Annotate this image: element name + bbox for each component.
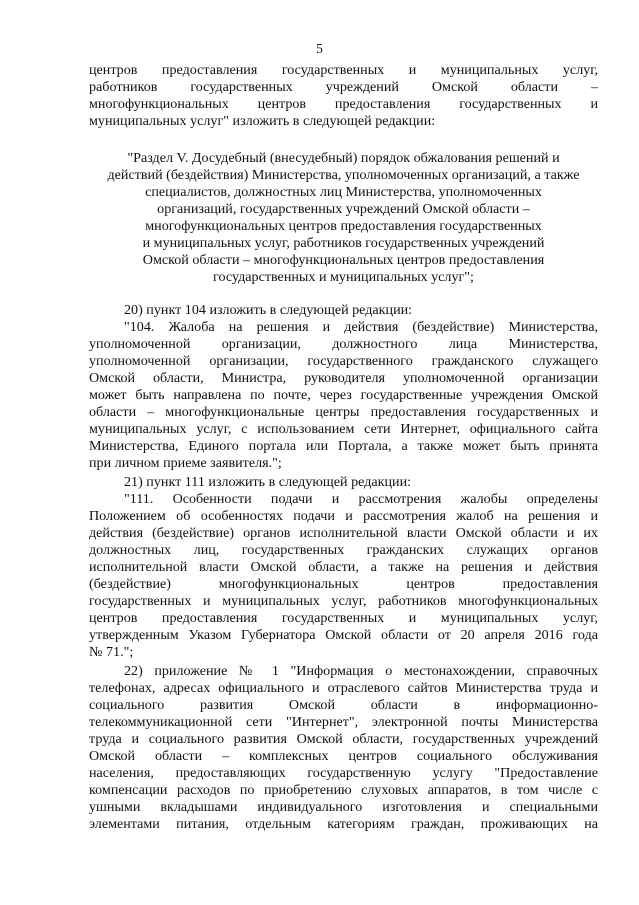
text-line: центров предоставления государственных и муниципальных услуг, <box>89 610 598 626</box>
text-line: ушными вкладышами индивидуального изготовления и специальными <box>89 799 598 815</box>
text-line: Омской области, Министра, руководителя уполномоченной организации <box>89 370 598 386</box>
text-line: многофункциональных центров предоставления государственных <box>145 218 542 234</box>
text-line: должностных лиц, государственных гражданских служащих органов <box>89 542 598 558</box>
text-line: организаций, государственных учреждений Омской области – <box>157 201 530 217</box>
text-line: Министерства, Единого портала или Портала, а также может быть принята <box>89 438 598 454</box>
text-line: 20) пункт 104 изложить в следующей редакции: <box>124 302 413 318</box>
text-line: "104. Жалоба на решения и действия (бездействие) Министерства, <box>124 319 598 335</box>
text-line: муниципальных услуг" изложить в следующей редакции: <box>89 113 436 129</box>
text-line: компенсации расходов по приобретению слуховых аппаратов, в том числе с <box>89 782 598 798</box>
text-line: населения, предоставляющих государственную услугу "Предоставление <box>89 765 598 781</box>
text-line: телекоммуникационной сети "Интернет", электронной почты Министерства <box>89 714 598 730</box>
text-line: многофункциональных центров предоставления государственных и <box>89 96 598 112</box>
text-line: области – многофункциональные центры предоставления государственных и <box>89 404 598 420</box>
text-line: специалистов, должностных лиц Министерства, уполномоченных <box>145 184 542 200</box>
text-line: Положением об особенностях подачи и рассмотрения жалоб на решения и <box>89 508 598 524</box>
text-line: элементами питания, отдельным категориям граждан, проживающих на <box>89 816 598 832</box>
text-line: "Раздел V. Досудебный (внесудебный) порядок обжалования решений и <box>127 150 560 166</box>
text-line: центров предоставления государственных и муниципальных услуг, <box>89 62 598 78</box>
text-line: муниципальных услуг, с использованием сети Интернет, официального сайта <box>89 421 598 437</box>
text-line: телефонах, адресах официального и отраслевого сайтов Министерства труда и <box>89 680 598 696</box>
text-line: при личном приеме заявителя."; <box>89 455 282 471</box>
text-line: Омской области – многофункциональных центров предоставления <box>142 252 545 268</box>
text-line: утвержденным Указом Губернатора Омской области от 20 апреля 2016 года <box>89 627 598 643</box>
text-line: 21) пункт 111 изложить в следующей редакции: <box>124 474 412 490</box>
text-line: социального развития Омской области в информационно- <box>89 697 598 713</box>
text-line: государственных и муниципальных услуг, работников многофункциональных <box>89 593 598 609</box>
text-line: № 71."; <box>89 644 134 660</box>
text-line: действий (бездействия) Министерства, уполномоченных организаций, а также <box>107 167 580 183</box>
text-line: и муниципальных услуг, работников государственных учреждений <box>142 235 545 251</box>
text-line: исполнительной власти Омской области, а также на решения и действия <box>89 559 598 575</box>
text-line: государственных и муниципальных услуг"; <box>213 269 474 285</box>
text-line: уполномоченной организации, должностного лица Министерства, <box>89 336 598 352</box>
text-line: Омской области – комплексных центров социального обслуживания <box>89 748 598 764</box>
text-line: работников государственных учреждений Омской области – <box>89 79 598 95</box>
page-number: 5 <box>316 41 323 56</box>
text-line: труда и социального развития Омской области, государственных учреждений <box>89 731 598 747</box>
text-line: действия (бездействие) органов исполнительной власти Омской области и их <box>89 525 598 541</box>
text-line: (бездействие) многофункциональных центров предоставления <box>89 576 598 592</box>
text-line: "111. Особенности подачи и рассмотрения жалобы определены <box>124 491 598 507</box>
text-line: уполномоченной организации, государственного гражданского служащего <box>89 353 598 369</box>
text-line: 22) приложение № 1 "Информация о местонахождении, справочных <box>124 663 598 679</box>
text-line: может быть направлена по почте, через государственные учреждения Омской <box>89 387 598 403</box>
